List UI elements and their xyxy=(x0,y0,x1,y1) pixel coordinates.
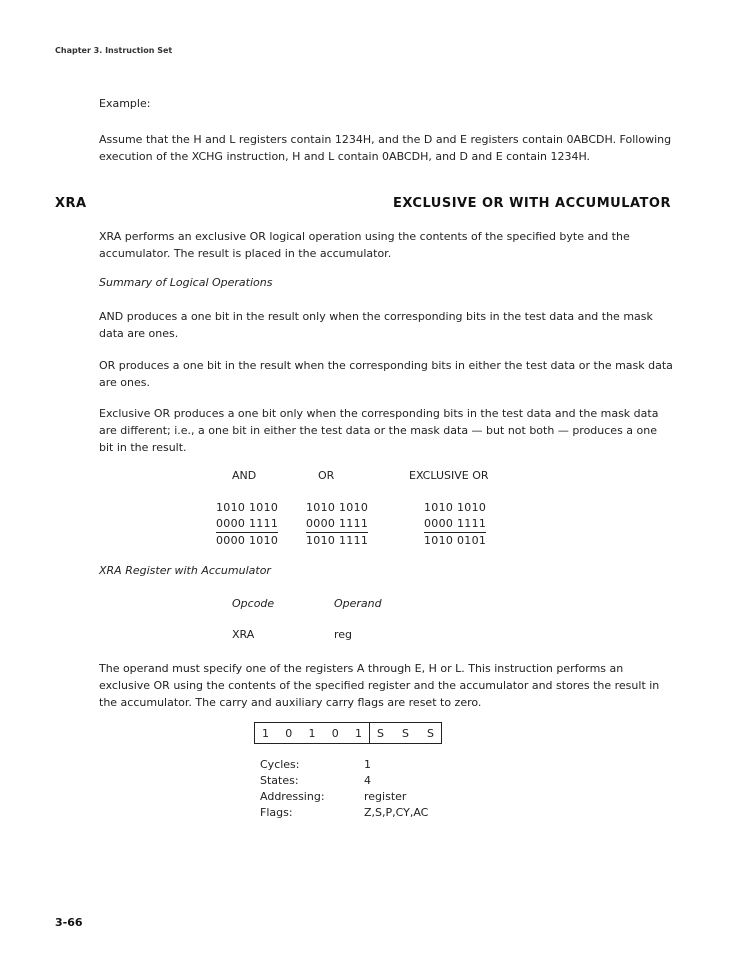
xor-paragraph: Exclusive OR produces a one bit only when the corresponding bits in the test data and the mask data are different; i.e., a one bit in either the test data or the mask data — but not both — produces a one bit in the result. xyxy=(99,407,659,454)
register-bit: S xyxy=(402,726,409,740)
mask-data: 0000 1111 xyxy=(306,516,368,533)
example-label: Example: xyxy=(99,97,151,110)
opcode-bit: 1 xyxy=(262,726,269,740)
mask-data: 0000 1111 xyxy=(216,516,278,533)
logic-column-and xyxy=(216,500,278,549)
cycles-value: 1 xyxy=(364,758,371,771)
result-data: 1010 0101 xyxy=(424,534,487,547)
example-text: Assume that the H and L registers contain 1234H, and the D and E registers contain 0ABCDH. Following execution of the XCHG instruction, H and L contain 0ABCDH, and D and E contain 1234H. xyxy=(99,133,672,163)
or-paragraph: OR produces a one bit in the result when the corresponding bits in either the test data or the mask data are ones. xyxy=(99,359,673,389)
result-data: 0000 1010 xyxy=(216,534,279,547)
instruction-encoding xyxy=(254,722,442,744)
logic-column-xor xyxy=(424,500,486,549)
summary-heading: Summary of Logical Operations xyxy=(99,276,273,289)
page-number: 3-66 xyxy=(55,916,83,929)
test-data: 1010 1010 xyxy=(216,501,279,514)
opcode-bit: 0 xyxy=(285,726,293,740)
intro-paragraph: XRA performs an exclusive OR logical operation using the contents of the specified byte and the accumulator. The result is placed in the accumulator. xyxy=(99,230,630,260)
test-data: 1010 1010 xyxy=(424,501,487,514)
opcode-bit: 1 xyxy=(308,726,316,740)
states-label: States: xyxy=(260,774,299,787)
addressing-label: Addressing: xyxy=(260,790,325,803)
and-paragraph: AND produces a one bit in the result only when the corresponding bits in the test data and the mask data are ones. xyxy=(99,310,653,340)
opcode-value: XRA xyxy=(232,628,255,641)
states-value: 4 xyxy=(364,774,371,787)
cycles-label: Cycles: xyxy=(260,758,300,771)
opcode-bits xyxy=(255,723,370,743)
variant-description: The operand must specify one of the registers A through E, H or L. This instruction performs an exclusive OR using the contents of the specified register and the accumulator and stores the result in the accumulator. The carry and auxiliary carry flags are reset to zero. xyxy=(99,662,660,709)
logic-column-heading: AND xyxy=(232,469,257,482)
opcode-bit: 1 xyxy=(355,726,362,740)
instruction-title: EXCLUSIVE OR WITH ACCUMULATOR xyxy=(392,196,671,211)
instruction-mnemonic: XRA xyxy=(55,196,87,211)
flags-label: Flags: xyxy=(260,806,293,819)
register-bits xyxy=(370,723,441,743)
operand-label: Operand xyxy=(334,597,382,610)
opcode-label: Opcode xyxy=(232,597,275,610)
test-data: 1010 1010 xyxy=(306,501,369,514)
addressing-value: register xyxy=(364,790,407,803)
result-data: 1010 1111 xyxy=(306,534,369,547)
flags-value: Z,S,P,CY,AC xyxy=(364,806,429,819)
register-bit: S xyxy=(377,726,384,740)
logic-column-heading: EXCLUSIVE OR xyxy=(409,469,489,482)
logic-column-heading: OR xyxy=(318,469,335,482)
logic-column-or xyxy=(306,500,368,549)
opcode-bit: 0 xyxy=(331,726,339,740)
page-header: Chapter 3. Instruction Set xyxy=(55,46,173,55)
mask-data: 0000 1111 xyxy=(424,516,486,533)
operand-value: reg xyxy=(334,628,353,641)
variant-heading: XRA Register with Accumulator xyxy=(99,564,271,577)
register-bit: S xyxy=(427,726,434,740)
